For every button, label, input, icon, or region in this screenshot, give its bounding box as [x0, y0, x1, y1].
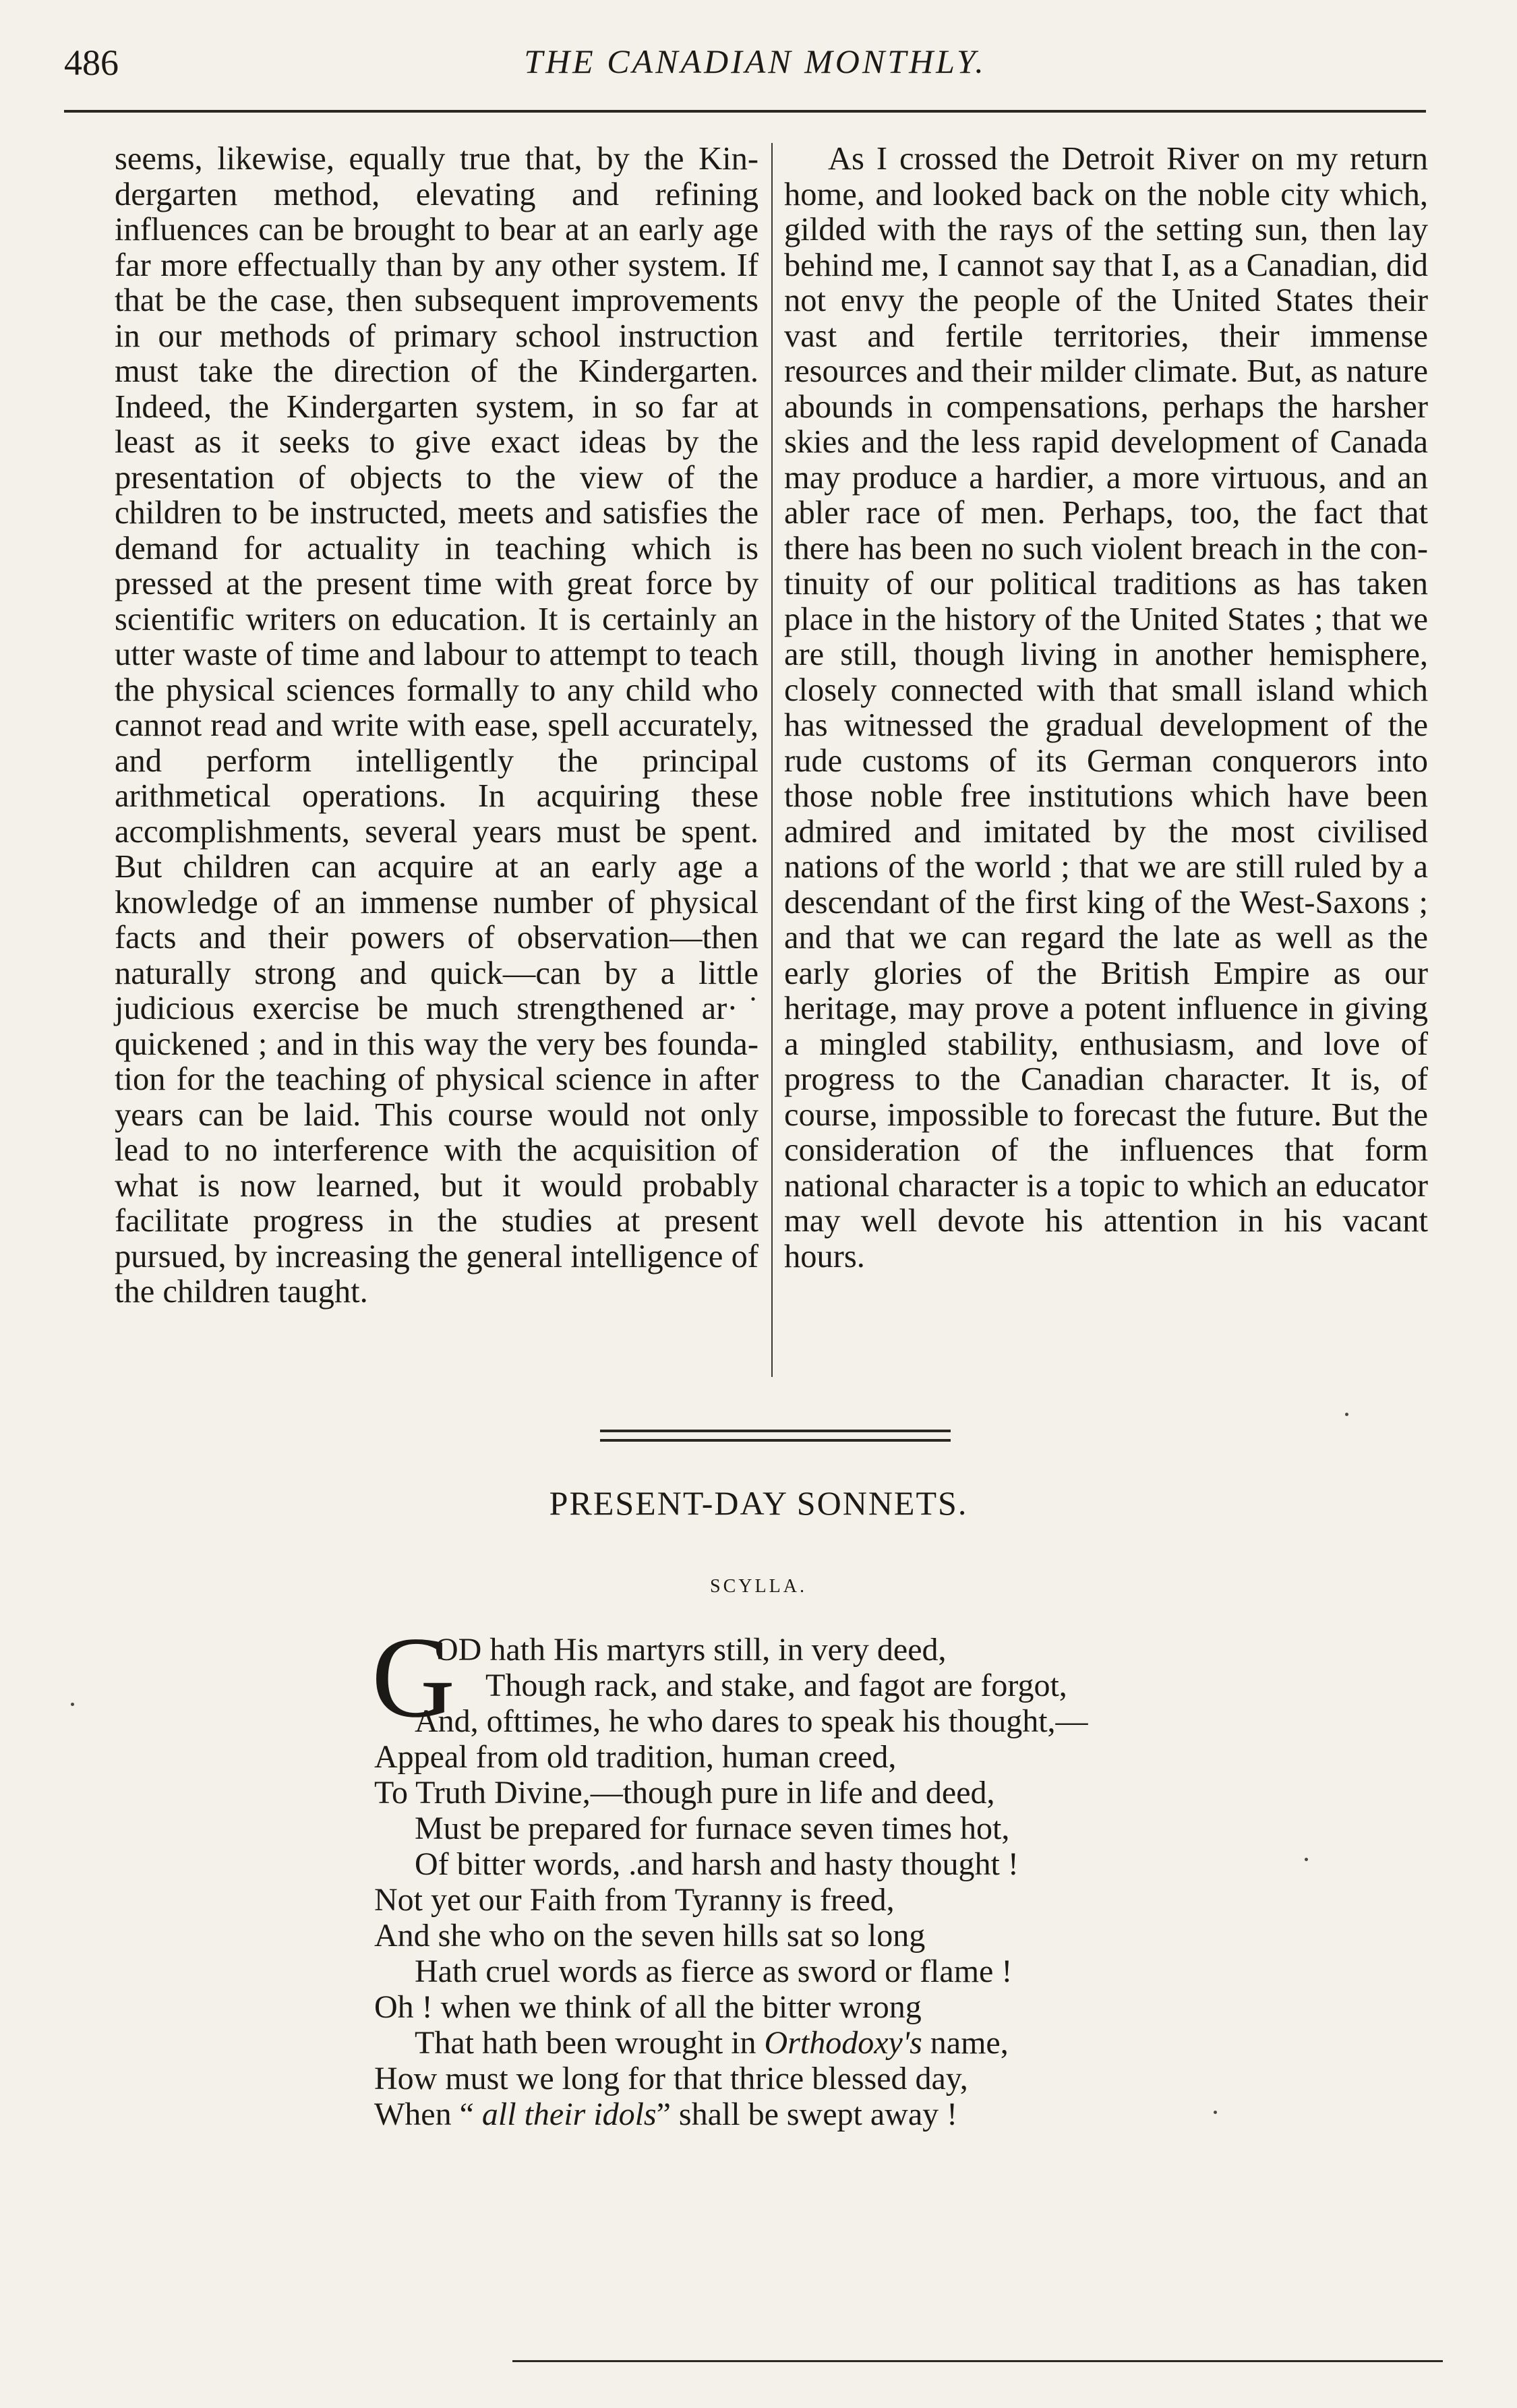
poem-line-14-end: ” shall be swept away !: [656, 2096, 958, 2132]
poem-title: SCYLLA.: [710, 1576, 807, 1597]
running-title: THE CANADIAN MONTHLY.: [524, 42, 986, 80]
right-column-paragraph: As I crossed the Detroit River on my return home, and looked back on the noble city which, gilded with the rays of the setting sun, then lay behind me, I cannot say that I, as a Canadian, did not envy the people of the United States their vast and fertile territories, their immense resources and their milder climate. But, as nature abounds in compensations, perhaps the harsher skies and the less rapid development of Canada may produce a hardier, a more virtuous, and an abler race of men. Perhaps, too, the fact that there has been no such violent breach in the continuity of our political traditions as has taken place in the history of the United States ; that we are still, though living in another hemisphere, closely connected with that small island which has witnessed the gradual development of the rude customs of its German conquerors into those noble free institutions which have been admired and imitated by the most civilised nations of the world ; that we are still ruled by a descendant of the first king of the West-Saxons ; and that we can regard the late as well as the early glories of the British Empire as our heritage, may prove a potent influence in giving a mingled stability, enthusiasm, and love of progress to the Canadian character. It is, of course, impossible to forecast the future. But the consideration of the influences that form national character is a topic to which an educator may well devote his attention in his vacant hours.: [784, 141, 1428, 1274]
poem-line-3: And, ofttimes, he who dares to speak his thought,—: [415, 1703, 1088, 1739]
print-speck: [71, 1703, 74, 1706]
poem-line-1: OD hath His martyrs still, in very deed,: [435, 1632, 947, 1668]
print-speck: [1214, 2111, 1217, 2114]
poem-line-14: [374, 2096, 1251, 2132]
poem-line-11: Oh ! when we think of all the bitter wrong: [374, 1989, 922, 2025]
footer-rule: [512, 2360, 1443, 2362]
header-rule: [64, 110, 1426, 113]
poem-line-10: Hath cruel words as fierce as sword or flame !: [415, 1954, 1013, 1989]
poem-line-5: To Truth Divine,—though pure in life and deed,: [374, 1775, 995, 1811]
poem-line-8: Not yet our Faith from Tyranny is freed,: [374, 1882, 895, 1918]
sonnet: [371, 1614, 1251, 2132]
poem-line-14-italic: all their idols: [481, 2096, 657, 2132]
poem-line-12: [374, 2025, 1251, 2061]
section-divider-bottom-rule: [600, 1439, 951, 1442]
poem-line-7: Of bitter words, .and harsh and hasty thought !: [415, 1846, 1019, 1882]
left-column-paragraph: seems, likewise, equally true that, by the Kindergarten method, elevating and refining influences can be brought to bear at an early age far more effectually than by any other system. If that be the case, then subsequent improvements in our methods of primary school instruction must take the direction of the Kindergarten. Indeed, the Kindergarten system, in so far at least as it seeks to give exact ideas by the presentation of objects to the view of the children to be instructed, meets and satisfies the demand for actuality in teaching which is pressed at the present time with great force by scientific writers on education. It is certainly an utter waste of time and labour to attempt to teach the physical sciences formally to any child who cannot read and write with ease, spell accurately, and perform intelligently the principal arithmetical operations. In acquiring these accomplishments, several years must be spent. But children can acquire at an early age a knowledge of an immense number of physical facts and their powers of observation—then naturally strong and quick—can by a little judicious exercise be much strengthened ar·˙ quickened ; and in this way the very bes foundation for the teaching of physical science in after years can be laid. This course would not only lead to no interference with the acquisition of what is now learned, but it would probably facilitate progress in the studies at present pursued, by increasing the general intelligence of the children taught.: [115, 141, 758, 1310]
poem-line-2: Though rack, and stake, and fagot are forgot,: [485, 1668, 1067, 1703]
poem-line-12-start: That hath been wrought in: [415, 2025, 765, 2061]
poem-line-12-italic: Orthodoxy's: [764, 2025, 922, 2061]
column-divider: [771, 143, 773, 1377]
page-header: [64, 42, 1446, 96]
poem-line-9: And she who on the seven hills sat so long: [374, 1918, 926, 1954]
poem-line-4: Appeal from old tradition, human creed,: [374, 1739, 897, 1775]
drop-cap: G: [371, 1614, 456, 1742]
right-column: [784, 142, 1428, 1274]
poem-line-12-end: name,: [922, 2025, 1009, 2061]
poem-line-13: How must we long for that thrice blessed day,: [374, 2061, 968, 2096]
print-speck: [1305, 1858, 1308, 1861]
poem-line-6: Must be prepared for furnace seven times hot,: [415, 1811, 1010, 1846]
page-number: 486: [64, 42, 119, 83]
section-heading: PRESENT-DAY SONNETS.: [549, 1484, 968, 1522]
poem-line-14-start: When “: [374, 2096, 482, 2132]
print-speck: [1345, 1413, 1348, 1416]
left-column: [115, 142, 758, 1310]
section-divider-top-rule: [600, 1430, 951, 1432]
